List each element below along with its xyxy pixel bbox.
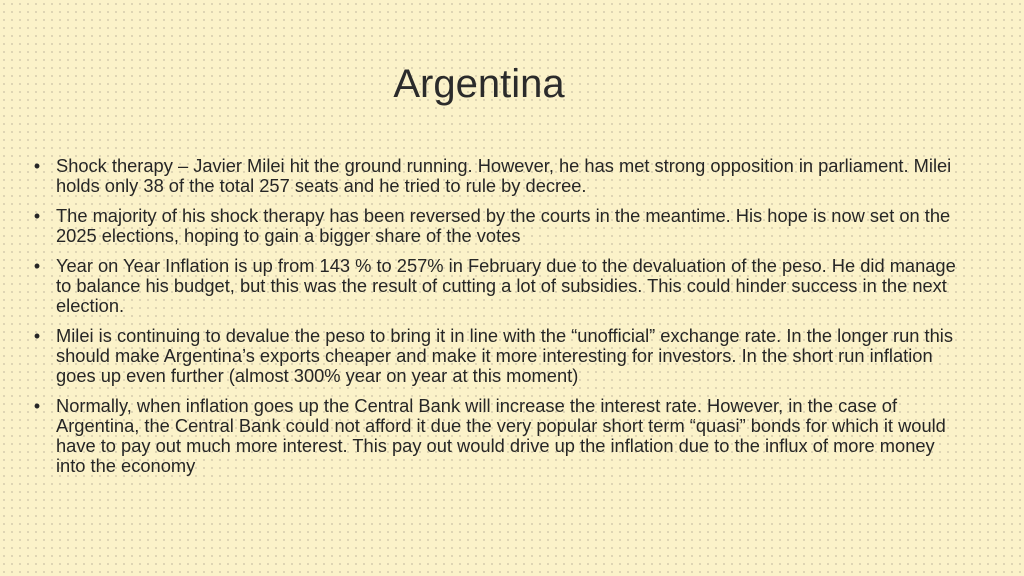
bullet-text: Milei is continuing to devalue the peso to bring it in line with the “unofficial” exchange rate. In the longer run this should make Argentina’s exports cheaper and make it more interesting for investors. In the short run inflation goes up even further (almost 300% year on year at this moment)	[56, 325, 953, 386]
bullet-text: Shock therapy – Javier Milei hit the ground running. However, he has met strong opposition in parliament. Milei holds only 38 of the total 257 seats and he tried to rule by decree.	[56, 155, 952, 196]
bullet-item	[30, 396, 960, 476]
bullet-marker: •	[33, 156, 41, 176]
bullet-item	[30, 156, 960, 196]
bullet-marker: •	[33, 396, 41, 416]
bullet-text: Normally, when inflation goes up the Central Bank will increase the interest rate. However, in the case of Argentina, the Central Bank could not afford it due the very popular short term “quasi” bonds for which it would have to pay out much more interest. This pay out would drive up the inflation due to the influx of more money into the economy	[56, 395, 946, 476]
bullet-item	[30, 326, 960, 386]
slide-title: Argentina	[393, 62, 565, 106]
bullet-marker: •	[33, 256, 41, 276]
bullet-item	[30, 256, 960, 316]
bullet-marker: •	[33, 326, 41, 346]
bullet-list	[30, 156, 960, 486]
bullet-marker: •	[33, 206, 41, 226]
bullet-text: Year on Year Inflation is up from 143 % to 257% in February due to the devaluation of the peso. He did manage to balance his budget, but this was the result of cutting a lot of subsidies. This could hinder success in the next election.	[56, 255, 956, 316]
bullet-text: The majority of his shock therapy has been reversed by the courts in the meantime. His hope is now set on the 2025 elections, hoping to gain a bigger share of the votes	[56, 205, 951, 246]
bullet-item	[30, 206, 960, 246]
